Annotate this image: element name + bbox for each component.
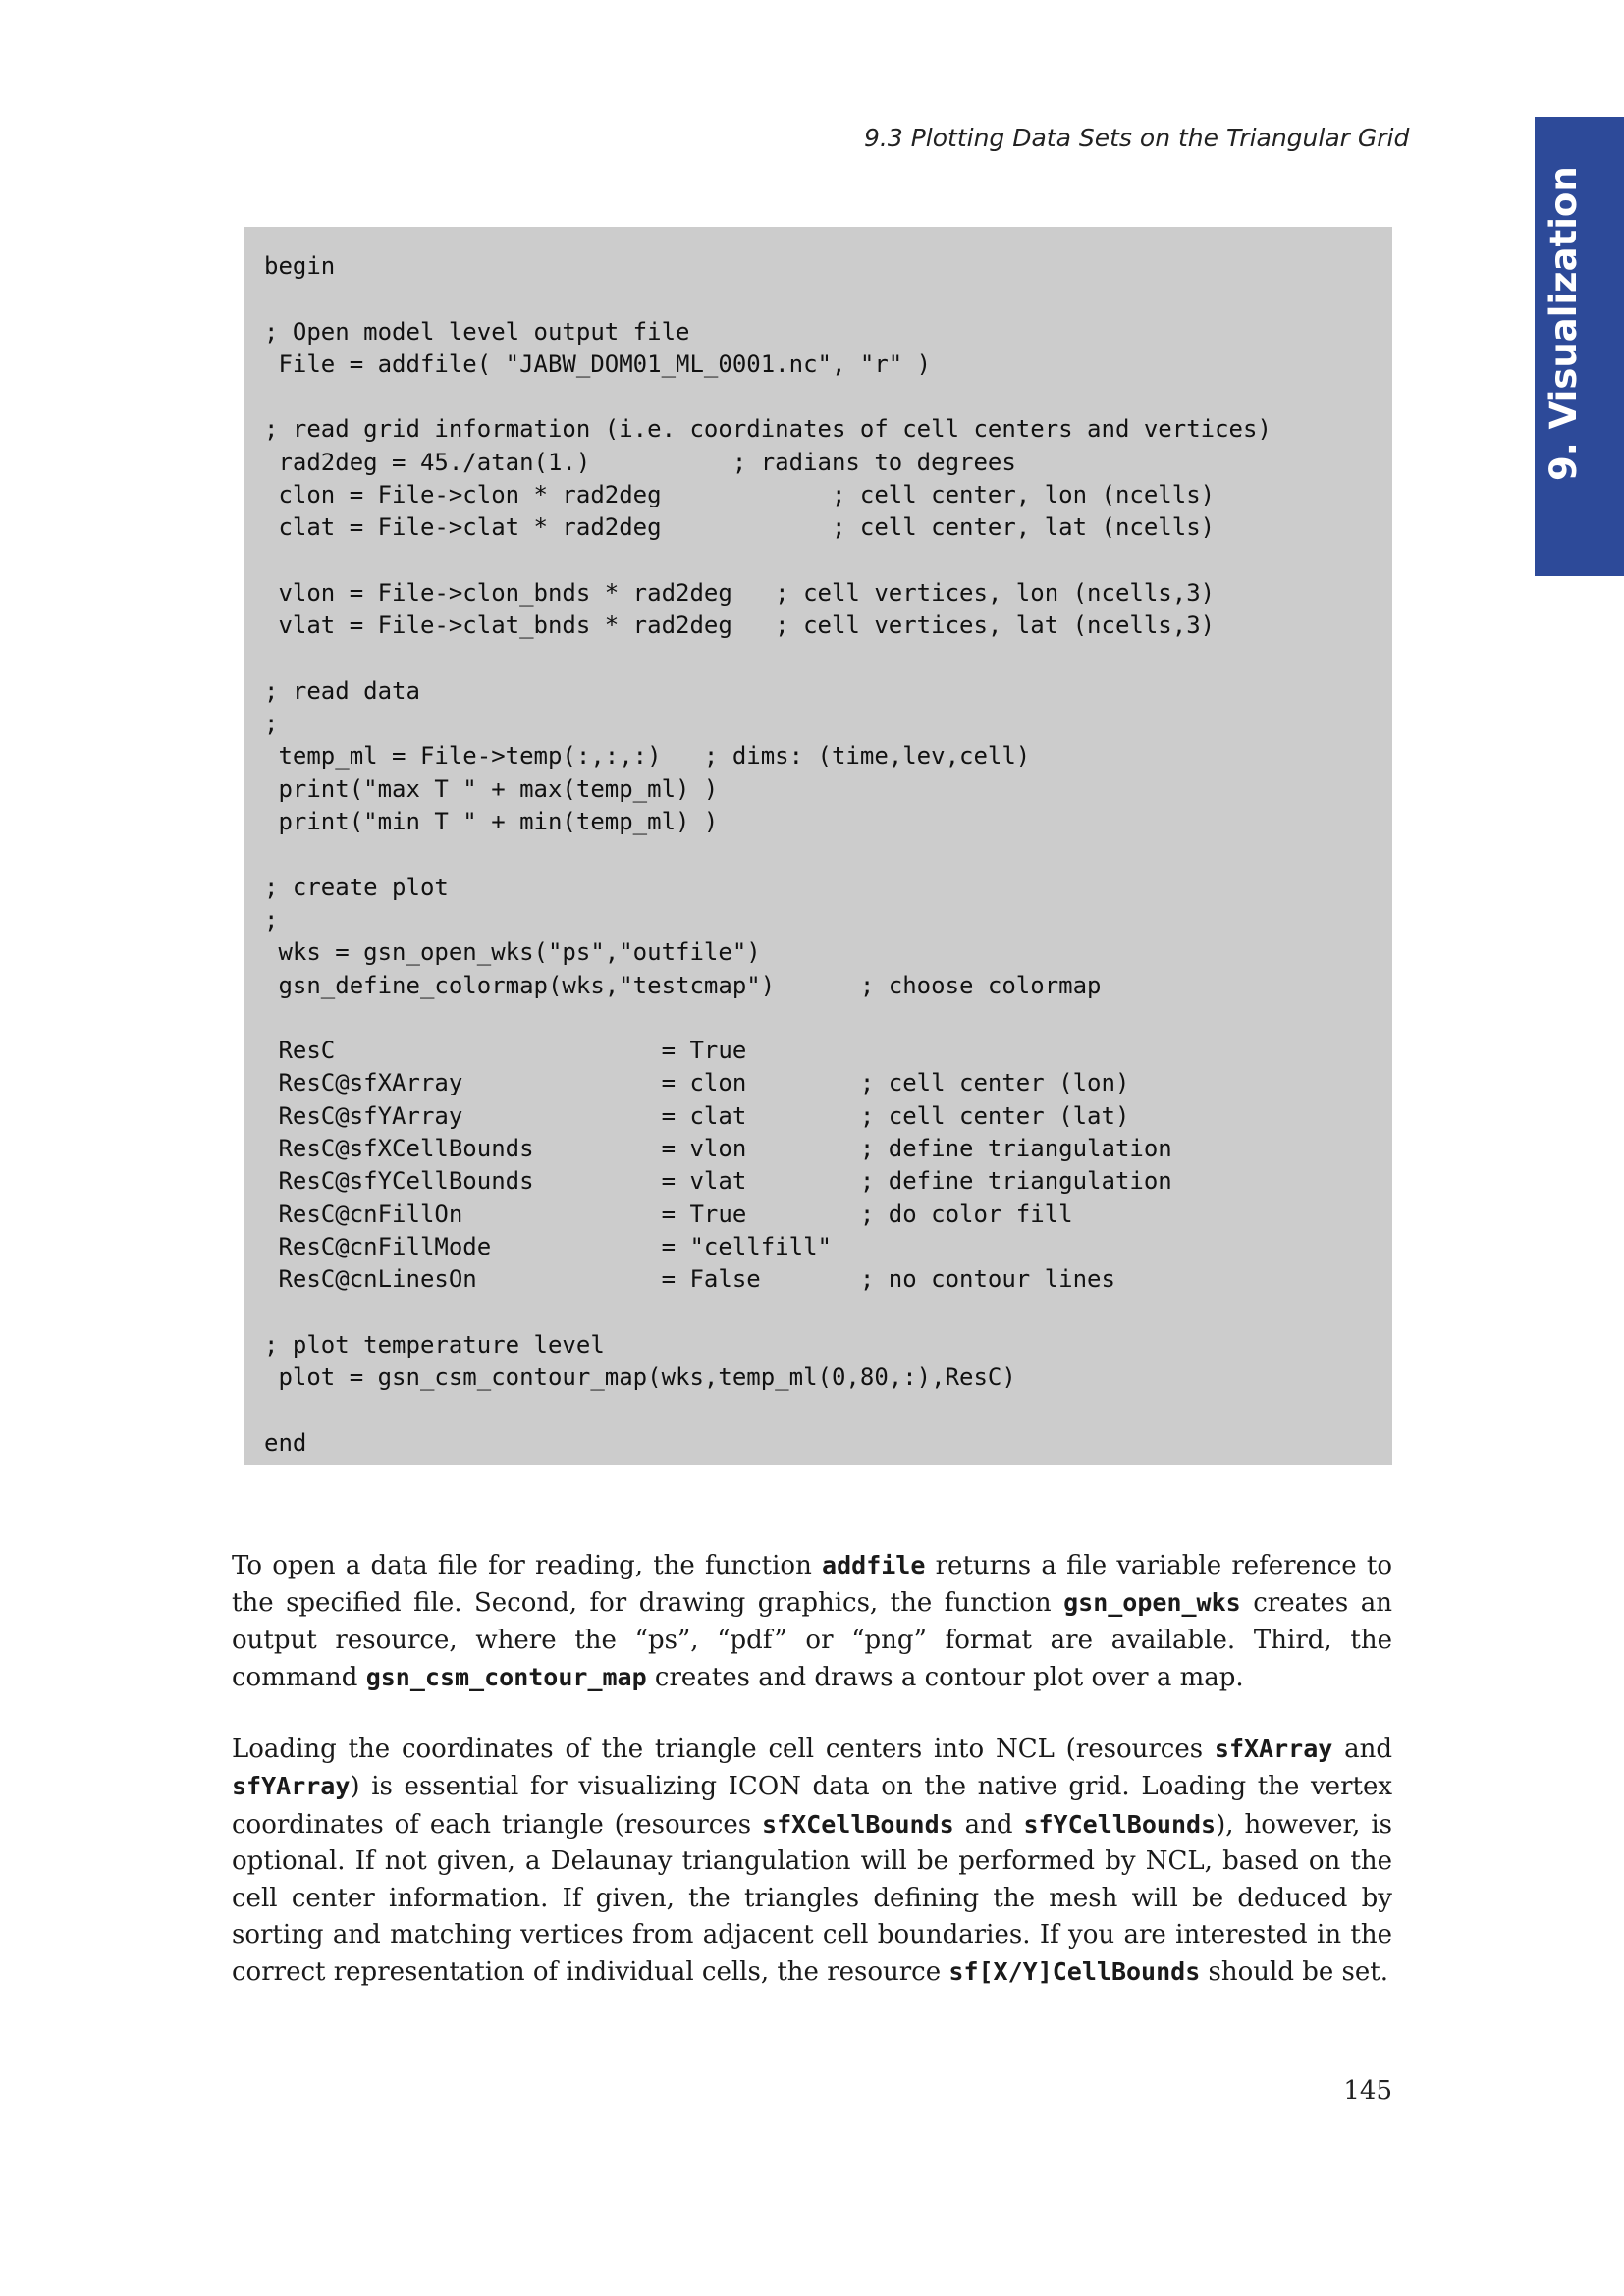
code-line: end bbox=[264, 1428, 307, 1457]
code-line bbox=[264, 643, 1392, 675]
code-line: ; bbox=[264, 905, 279, 934]
code-line: print("min T " + min(temp_ml) ) bbox=[264, 808, 719, 836]
inline-code: sf[X/Y]CellBounds bbox=[948, 1957, 1201, 1987]
inline-code: sfXArray bbox=[1214, 1735, 1333, 1763]
code-line: rad2deg = 45./atan(1.) ; radians to degrees bbox=[264, 448, 1016, 476]
code-line: print("max T " + max(temp_ml) ) bbox=[264, 774, 719, 803]
code-line bbox=[264, 545, 1392, 577]
code-line: vlat = File->clat_bnds * rad2deg ; cell vertices, lat (ncells,3) bbox=[264, 612, 1216, 640]
text-run: ), however, is optional. If not given, a Delaunay triangulation will be performed by NCL, based on the cell center information. If given, the triangles defining the mesh will be deduced by sorting and matching vertices from adjacent cell boundaries. If you are interested in the correct representation of individual cells, the resource bbox=[232, 1809, 1392, 1988]
code-line: begin bbox=[264, 252, 336, 280]
chapter-tab-label: 9. Visualization bbox=[1543, 166, 1585, 481]
code-line: clat = File->clat * rad2deg ; cell center, lat (ncells) bbox=[264, 513, 1216, 542]
code-line: ; read grid information (i.e. coordinates of cell centers and vertices) bbox=[264, 415, 1272, 444]
code-line: ResC@cnFillOn = True ; do color fill bbox=[264, 1200, 1073, 1228]
inline-code: sfYArray bbox=[232, 1772, 351, 1801]
code-line: gsn_define_colormap(wks,"testcmap") ; choose colormap bbox=[264, 971, 1102, 999]
inline-code: gsn_csm_contour_map bbox=[365, 1663, 647, 1692]
text-run: creates an output resource, where the “ps”, “pdf” or “png” format are available. Third, the command bbox=[232, 1588, 1392, 1693]
code-line: ; create plot bbox=[264, 873, 449, 901]
code-line: clon = File->clon * rad2deg ; cell center, lon (ncells) bbox=[264, 481, 1216, 509]
paragraph-1 bbox=[232, 1547, 1392, 1697]
page-number: 145 bbox=[1343, 2076, 1392, 2106]
code-line: ResC@cnFillMode = "cellfill" bbox=[264, 1232, 832, 1260]
text-run: and bbox=[953, 1809, 1024, 1840]
code-line: ; Open model level output file bbox=[264, 317, 690, 346]
code-line: wks = gsn_open_wks("ps","outfile") bbox=[264, 938, 761, 967]
code-line bbox=[264, 283, 1392, 315]
inline-code: gsn_open_wks bbox=[1063, 1588, 1241, 1618]
code-line: ResC@sfYArray = clat ; cell center (lat) bbox=[264, 1101, 1130, 1130]
code-line bbox=[264, 1297, 1392, 1329]
code-line: ResC@sfXCellBounds = vlon ; define triangulation bbox=[264, 1135, 1172, 1163]
code-line: vlon = File->clon_bnds * rad2deg ; cell vertices, lon (ncells,3) bbox=[264, 578, 1216, 607]
inline-code: sfYCellBounds bbox=[1023, 1809, 1217, 1839]
code-line: plot = gsn_csm_contour_map(wks,temp_ml(0,80,:),ResC) bbox=[264, 1363, 1016, 1392]
text-run: returns a file variable reference to the specified file. Second, for drawing graphics, the function bbox=[232, 1551, 1392, 1619]
code-line: ; bbox=[264, 710, 279, 738]
inline-code: addfile bbox=[822, 1551, 926, 1579]
code-line bbox=[264, 381, 1392, 413]
code-line: ResC@cnLinesOn = False ; no contour lines bbox=[264, 1265, 1115, 1294]
code-line: ResC@sfXArray = clon ; cell center (lon) bbox=[264, 1069, 1130, 1097]
code-line: ResC = True bbox=[264, 1037, 747, 1065]
text-run: should be set. bbox=[1200, 1957, 1388, 1988]
text-run: To open a data file for reading, the function bbox=[232, 1551, 823, 1580]
code-line: temp_ml = File->temp(:,:,:) ; dims: (time,lev,cell) bbox=[264, 742, 1031, 771]
text-run: and bbox=[1332, 1735, 1393, 1764]
code-line bbox=[264, 1394, 1392, 1426]
code-line bbox=[264, 838, 1392, 871]
running-header: 9.3 Plotting Data Sets on the Triangular Grid bbox=[864, 124, 1410, 152]
code-listing bbox=[244, 227, 1392, 1465]
paragraph-2 bbox=[232, 1731, 1392, 1992]
code-line: ; read data bbox=[264, 676, 420, 705]
text-run: creates and draws a contour plot over a map. bbox=[646, 1663, 1244, 1693]
code-line bbox=[264, 1002, 1392, 1035]
text-run: ) is essential for visualizing ICON data on the native grid. Loading the vertex coordinates of each triangle (resources bbox=[232, 1772, 1392, 1840]
code-line: ResC@sfYCellBounds = vlat ; define triangulation bbox=[264, 1167, 1172, 1196]
inline-code: sfXCellBounds bbox=[762, 1809, 954, 1839]
code-line: File = addfile( "JABW_DOM01_ML_0001.nc", "r" ) bbox=[264, 349, 932, 378]
code-line: ; plot temperature level bbox=[264, 1330, 605, 1359]
text-run: Loading the coordinates of the triangle cell centers into NCL (resources bbox=[232, 1735, 1215, 1764]
